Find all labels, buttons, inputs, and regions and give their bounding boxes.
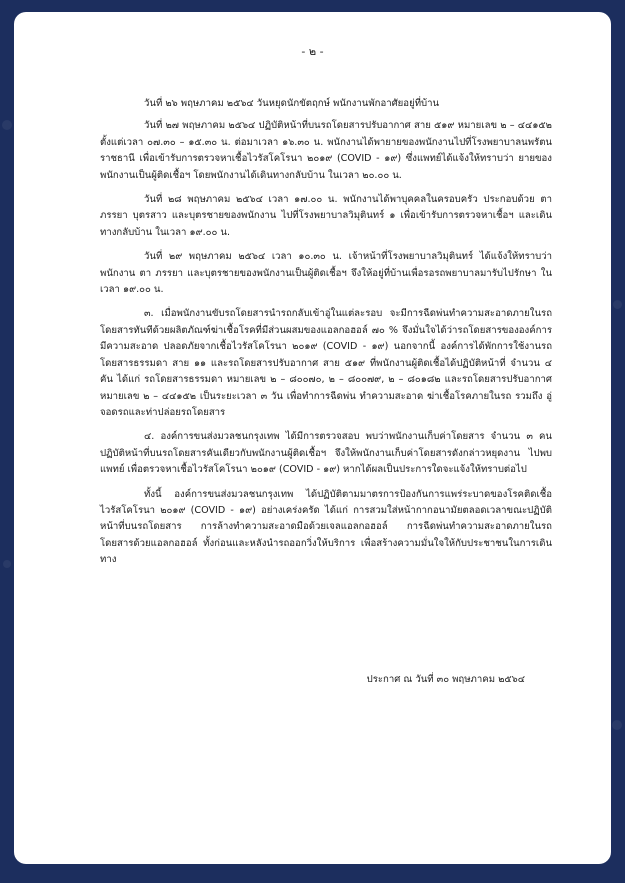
- paragraph-item-4: ๔. องค์การขนส่งมวลชนกรุงเทพ ได้มีการตรวจสอบ พบว่าพนักงานเก็บค่าโดยสาร จำนวน ๓ คน ปฏิบัติหน้าที่บนรถโดยสารคันเดียวกับพนักงานผู้ติดเชื้อฯ จึงให้พนักงานเก็บค่าโดยสารดังกล่าวหยุดงาน ไปพบแพทย์ เพื่อตรวจหาเชื้อไวรัสโคโรนา ๒๐๑๙ (COVID - ๑๙) หากได้ผลเป็นประการใดจะแจ้งให้ทราบต่อไป: [100, 431, 552, 476]
- paragraph-may-27: วันที่ ๒๗ พฤษภาคม ๒๕๖๔ ปฏิบัติหน้าที่บนรถโดยสารปรับอากาศ สาย ๕๑๙ หมายเลข ๒ – ๔๔๑๕๒ ตั้งแต่เวลา ๐๗.๓๐ – ๑๕.๓๐ น. ต่อมาเวลา ๑๖.๓๐ น. พนักงานได้พายายของพนักงานไปที่โรงพยาบาลนพรัตนราชธานี เพื่อเข้ารับการตรวจหาเชื้อไวรัสโคโรนา ๒๐๑๙ (COVID - ๑๙) ซึ่งแพทย์ได้แจ้งให้ทราบว่า ยายของพนักงานเป็นผู้ติดเชื้อฯ โดยพนักงานได้เดินทางกลับบ้าน ในเวลา ๒๐.๐๐ น.: [100, 120, 552, 181]
- background-dot: [3, 560, 11, 568]
- paragraph-may-29: วันที่ ๒๙ พฤษภาคม ๒๕๖๔ เวลา ๑๐.๓๐ น. เจ้าหน้าที่โรงพยาบาลวิมุตินทร์ ได้แจ้งให้ทราบว่า พนักงาน ตา ภรรยา และบุตรชายของพนักงานเป็นผู้ติดเชื้อฯ จึงให้อยู่ที่บ้านเพื่อรอรถพยาบาลมารับไปรักษา ในเวลา ๑๙.๐๐ น.: [100, 251, 552, 296]
- announcement-date: ประกาศ ณ วันที่ ๓๐ พฤษภาคม ๒๕๖๔: [366, 674, 525, 685]
- document-page: [14, 12, 611, 864]
- page-number: - ๒ -: [301, 45, 324, 58]
- paragraph-may-26: วันที่ ๒๖ พฤษภาคม ๒๕๖๔ วันหยุดนักขัตฤกษ์ พนักงานพักอาศัยอยู่ที่บ้าน: [144, 98, 440, 109]
- background-dot: [2, 120, 12, 130]
- paragraph-may-28: วันที่ ๒๘ พฤษภาคม ๒๕๖๔ เวลา ๑๗.๐๐ น. พนักงานได้พาบุคคลในครอบครัว ประกอบด้วย ตา ภรรยา บุตรสาว และบุตรชายของพนักงาน ไปที่โรงพยาบาลวิมุตินทร์ ๑ เพื่อเข้ารับการตรวจหาเชื้อฯ และเดินทางกลับบ้าน ในเวลา ๑๙.๐๐ น.: [100, 194, 552, 238]
- background-dot: [612, 720, 622, 730]
- background-dot: [613, 300, 622, 309]
- document-body: [100, 96, 552, 569]
- paragraph-item-3: ๓. เมื่อพนักงานขับรถโดยสารนำรถกลับเข้าอู่ในแต่ละรอบ จะมีการฉีดพ่นทำความสะอาดภายในรถโดยสารทันทีด้วยผลิตภัณฑ์ฆ่าเชื้อโรคที่มีส่วนผสมของแอลกอฮอล์ ๗๐ % จึงมั่นใจได้ว่ารถโดยสารขององค์การมีความสะอาด ปลอดภัยจากเชื้อไวรัสโคโรนา ๒๐๑๙ (COVID - ๑๙) นอกจากนี้ องค์การได้พักการใช้งานรถโดยสารธรรมดา สาย ๑๑ และรถโดยสารปรับอากาศ สาย ๕๑๙ ที่พนักงานผู้ติดเชื้อได้ปฏิบัติหน้าที่ จำนวน ๔ คัน ได้แก่ รถโดยสารธรรมดา หมายเลข ๒ – ๘๐๐๗๐, ๒ – ๘๐๐๗๙, ๒ – ๘๐๑๘๒ และรถโดยสารปรับอากาศ หมายเลข ๒ – ๔๔๑๕๒ เป็นระยะเวลา ๓ วัน เพื่อทำการฉีดพ่น ทำความสะอาด ฆ่าเชื้อโรคภายในรถ รวมถึง อู่จอดรถและท่าปล่อยรถโดยสาร: [100, 308, 552, 418]
- paragraph-conclusion: ทั้งนี้ องค์การขนส่งมวลชนกรุงเทพ ได้ปฏิบัติตามมาตรการป้องกันการแพร่ระบาดของโรคติดเชื้อไวรัสโคโรนา ๒๐๑๙ (COVID - ๑๙) อย่างเคร่งครัด ได้แก่ การสวมใส่หน้ากากอนามัยตลอดเวลาขณะปฏิบัติหน้าที่บนรถโดยสาร การล้างทำความสะอาดมือด้วยเจลแอลกอฮอล์ การฉีดพ่นทำความสะอาดภายในรถโดยสารด้วยแอลกอฮอล์ ทั้งก่อนและหลังนำรถออกวิ่งให้บริการ เพื่อสร้างความมั่นใจให้กับประชาชนในการเดินทาง: [100, 488, 552, 566]
